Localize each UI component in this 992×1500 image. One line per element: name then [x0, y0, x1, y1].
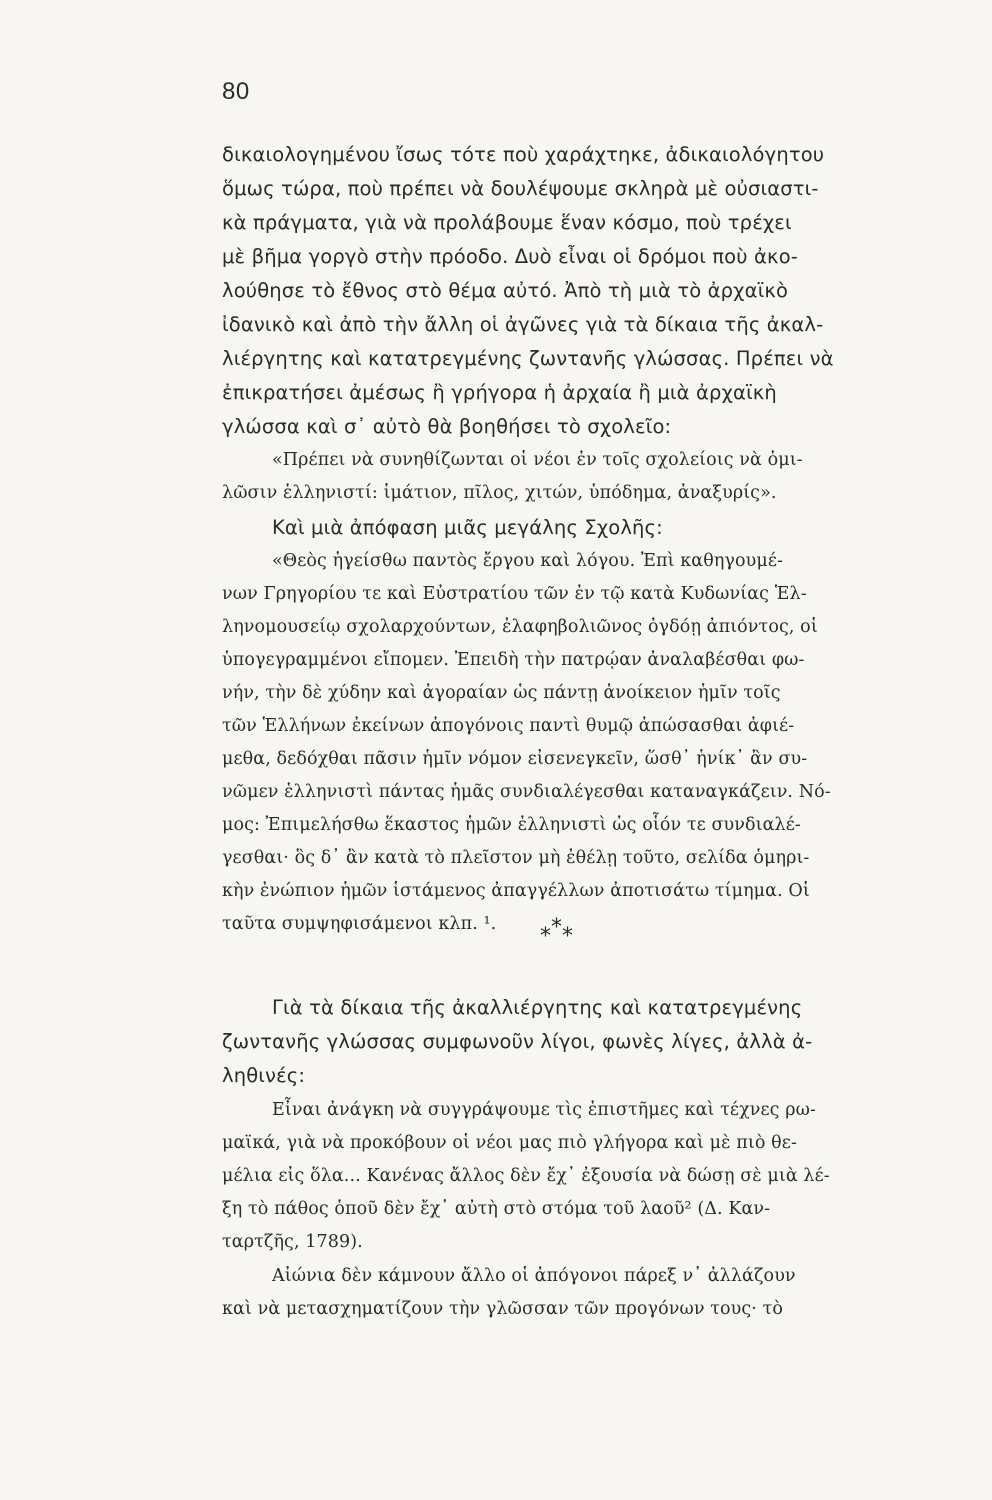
text-line: λιέργητης καὶ κατατρεγμένης ζωντανῆς γλώσσας. Πρέπει νὰ — [222, 347, 834, 370]
text-line: μὲ βῆμα γοργὸ στὴν πρόοδο. Δυὸ εἶναι οἱ δρόμοι ποὺ ἀκο- — [222, 245, 798, 268]
quote-line: λῶσιν ἑλληνιστί: ἱμάτιον, πῖλος, χιτών, ὑπόδημα, ἀναξυρίς». — [222, 483, 777, 503]
quote-line: Εἶναι ἀνάγκη νὰ συγγράψουμε τὶς ἐπιστῆμες καὶ τέχνες ρω- — [272, 1100, 817, 1120]
quote-line: νῶμεν ἑλληνιστὶ πάντας ἡμᾶς συνδιαλέγεσθαι καταναγκάζειν. Νό- — [222, 782, 831, 802]
quote-line: ὑπογεγραμμένοι εἴπομεν. Ἐπειδὴ τὴν πατρῴαν ἀναλαβέσθαι φω- — [222, 650, 805, 670]
quote-line: ταρτζῆς, 1789). — [222, 1232, 363, 1252]
section-separator — [540, 915, 573, 949]
quote-line: κὴν ἐνώπιον ἡμῶν ἱστάμενος ἀπαγγέλλων ἀποτισάτω τίμημα. Οἱ — [222, 881, 810, 901]
text-line: κὰ πράγματα, γιὰ νὰ προλάβουμε ἕναν κόσμο, ποὺ τρέχει — [222, 211, 792, 234]
text-line: ἰδανικὸ καὶ ἀπὸ τὴν ἄλλη οἱ ἀγῶνες γιὰ τὰ δίκαια τῆς ἀκαλ- — [222, 313, 824, 336]
quote-line: μεθα, δεδόχθαι πᾶσιν ἡμῖν νόμον εἰσενεγκεῖν, ὥσθ᾿ ἡνίκ᾿ ἂν συ- — [222, 749, 808, 769]
quote-line: ληνομουσείῳ σχολαρχούντων, ἐλαφηβολιῶνος ὀγδόῃ ἀπιόντος, οἱ — [222, 617, 818, 637]
text-line: ζωντανῆς γλώσσας συμφωνοῦν λίγοι, φωνὲς λίγες, ἀλλὰ ἀ- — [222, 1030, 813, 1053]
text-line: Γιὰ τὰ δίκαια τῆς ἀκαλλιέργητης καὶ κατατρεγμένης — [272, 996, 803, 1019]
quote-line: μέλια εἰς ὅλα... Κανένας ἄλλος δὲν ἔχ᾿ ἐξουσία νὰ δώσῃ σὲ μιὰ λέ- — [222, 1166, 830, 1186]
quote-line: μος: Ἐπιμελήσθω ἕκαστος ἡμῶν ἑλληνιστὶ ὡς οἷόν τε συνδιαλέ- — [222, 815, 801, 835]
quote-line: νων Γρηγορίου τε καὶ Εὐστρατίου τῶν ἐν τῷ κατὰ Κυδωνίας Ἑλ- — [222, 584, 807, 604]
text-line: γλώσσα καὶ σ᾿ αὐτὸ θὰ βοηθήσει τὸ σχολεῖο: — [222, 415, 672, 438]
quote-line: «Θεὸς ἡγείσθω παντὸς ἔργου καὶ λόγου. Ἐπὶ καθηγουμέ- — [272, 551, 783, 571]
text-line: λούθησε τὸ ἔθνος στὸ θέμα αὐτό. Ἀπὸ τὴ μιὰ τὸ ἀρχαϊκὸ — [222, 279, 789, 302]
text-line: δικαιολογημένου ἴσως τότε ποὺ χαράχτηκε, ἀδικαιολόγητου — [222, 143, 825, 166]
asterisk-right: * — [562, 924, 573, 949]
quote-line: καὶ νὰ μετασχηματίζουν τὴν γλῶσσαν τῶν προγόνων τους· τὸ — [222, 1299, 784, 1319]
text-line: ὅμως τώρα, ποὺ πρέπει νὰ δουλέψουμε σκληρὰ μὲ οὐσιαστι- — [222, 177, 819, 200]
text-line: ἐπικρατήσει ἀμέσως ἢ γρήγορα ἡ ἀρχαία ἢ μιὰ ἀρχαϊκὴ — [222, 381, 777, 404]
text-line: Καὶ μιὰ ἀπόφαση μιᾶς μεγάλης Σχολῆς: — [272, 516, 663, 539]
quote-line: μαϊκά, γιὰ νὰ προκόβουν οἱ νέοι μας πιὸ γλήγορα καὶ μὲ πιὸ θε- — [222, 1133, 797, 1153]
asterisk-left: * — [540, 924, 551, 949]
quote-line: Αἰώνια δὲν κάμνουν ἄλλο οἱ ἀπόγονοι πάρεξ ν᾿ ἀλλάζουν — [272, 1266, 796, 1286]
quote-line: τῶν Ἑλλήνων ἐκείνων ἀπογόνοις παντὶ θυμῷ ἀπώσασθαι ἀφιέ- — [222, 716, 795, 736]
quote-line: γεσθαι· ὃς δ᾿ ἂν κατὰ τὸ πλεῖστον μὴ ἐθέλῃ τοῦτο, σελίδα ὁμηρι- — [222, 848, 810, 868]
asterisk-middle: * — [551, 915, 562, 940]
text-line: ληθινές: — [222, 1064, 306, 1087]
quote-line: νήν, τὴν δὲ χύδην καὶ ἀγοραίαν ὡς πάντῃ ἀνοίκειον ἡμῖν τοῖς — [222, 683, 781, 703]
quote-line: ταῦτα συμψηφισάμενοι κλπ. ¹. — [222, 914, 497, 934]
quote-line: ξη τὸ πάθος ὁποῦ δὲν ἔχ᾿ αὐτὴ στὸ στόμα τοῦ λαοῦ² (Δ. Καν- — [222, 1199, 771, 1219]
page-number: 80 — [222, 78, 250, 105]
quote-line: «Πρέπει νὰ συνηθίζωνται οἱ νέοι ἐν τοῖς σχολείοις νὰ ὁμι- — [272, 450, 803, 470]
